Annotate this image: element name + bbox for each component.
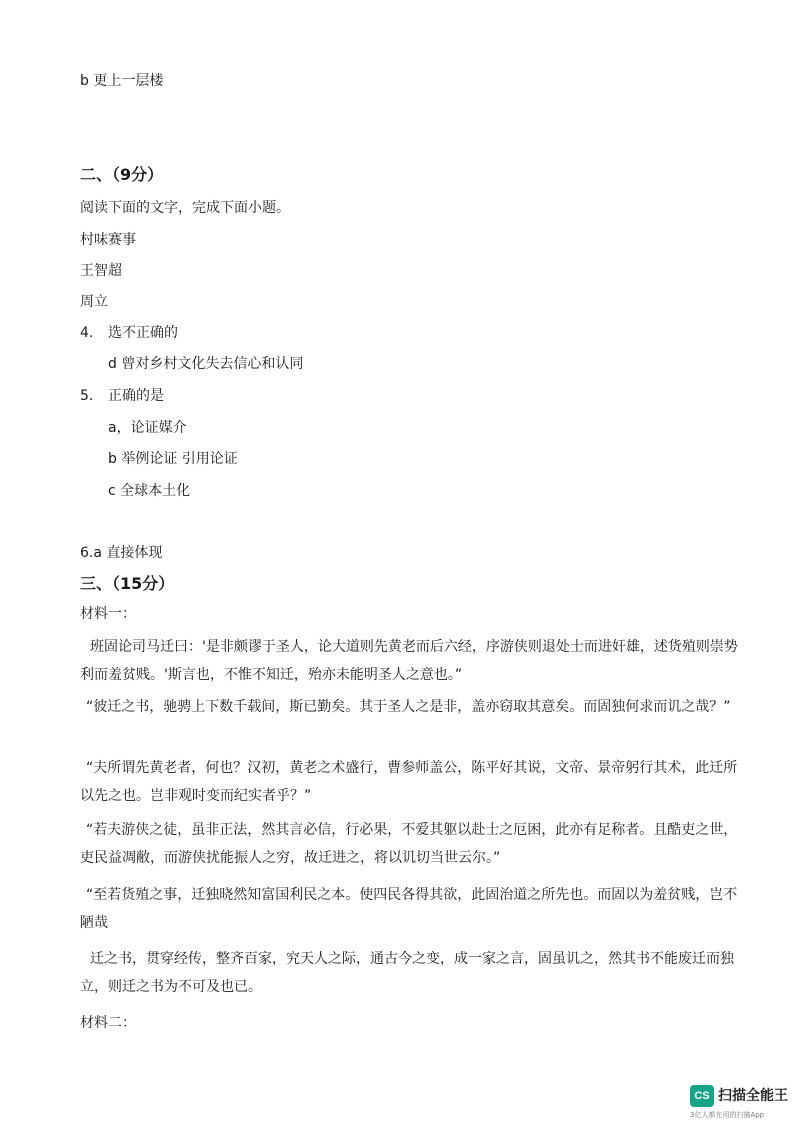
line-b-option: b 更上一层楼 — [80, 73, 164, 89]
author-name-1: 王智超 — [80, 263, 122, 279]
material-paragraph-3: “夫所谓先黄老者，何也？汉初，黄老之术盛行，曹参师盖公，陈平好其说，文帝、景帝躬行其术，此迁所以先之也。岂非观时变而纪实者乎？” — [80, 760, 738, 804]
material-paragraph-6: 迁之书，贯穿经传，整齐百家，究天人之际，通古今之变，成一家之言，固虽讥之，然其书不能废迁而独立，则迁之书为不可及也已。 — [80, 951, 734, 995]
question-4-text: 选不正确的 — [108, 325, 178, 341]
camscanner-tagline: 3亿人都在用的扫描App — [690, 1111, 765, 1119]
camscanner-app-name: 扫描全能王 — [718, 1088, 788, 1104]
question-4-number: 4. — [80, 325, 94, 341]
material-paragraph-1: 班固论司马迁曰：'是非颇谬于圣人，论大道则先黄老而后六经，序游侠则退处士而进奸雄，述货殖则崇势利而羞贫贱。'斯言也，不惟不知迁，殆亦未能明圣人之意也。” — [80, 639, 738, 683]
question-4-answer: d 曾对乡村文化失去信心和认同 — [108, 356, 304, 372]
question-5-answer-a: a，论证媒介 — [108, 420, 187, 436]
section-two-heading: 二、（9分） — [80, 165, 164, 184]
question-6-answer: 6.a 直接体现 — [80, 545, 163, 561]
material-one-label: 材料一： — [80, 606, 136, 622]
author-name-2: 周立 — [80, 294, 108, 310]
question-5-answer-b: b 举例论证 引用论证 — [108, 451, 238, 467]
question-5-text: 正确的是 — [108, 388, 164, 404]
article-title: 村味赛事 — [80, 232, 136, 248]
reading-instruction: 阅读下面的文字，完成下面小题。 — [80, 200, 290, 216]
material-paragraph-2: “彼迁之书，驰骋上下数千载间，斯已勤矣。其于圣人之是非，盖亦窃取其意矣。而固独何求而讥之哉？” — [86, 699, 731, 715]
camscanner-logo-icon: CS — [690, 1085, 714, 1107]
material-paragraph-4: “若夫游侠之徒，虽非正法，然其言必信，行必果，不爱其躯以赴士之厄困，此亦有足称者。且酷吏之世，吏民益凋敝，而游侠扰能振人之穷，故迁进之，将以讥切当世云尔。” — [80, 822, 738, 866]
question-5-answer-c: c 全球本土化 — [108, 483, 191, 499]
camscanner-watermark — [690, 1085, 796, 1125]
section-three-heading: 三、（15分） — [80, 574, 175, 593]
material-two-label: 材料二： — [80, 1015, 136, 1031]
question-5-number: 5. — [80, 388, 94, 404]
material-paragraph-5: “至若货殖之事，迁独晓然知富国利民之本。使四民各得其欲，此固治道之所先也。而固以为羞贫贱，岂不陋哉 — [80, 887, 738, 931]
